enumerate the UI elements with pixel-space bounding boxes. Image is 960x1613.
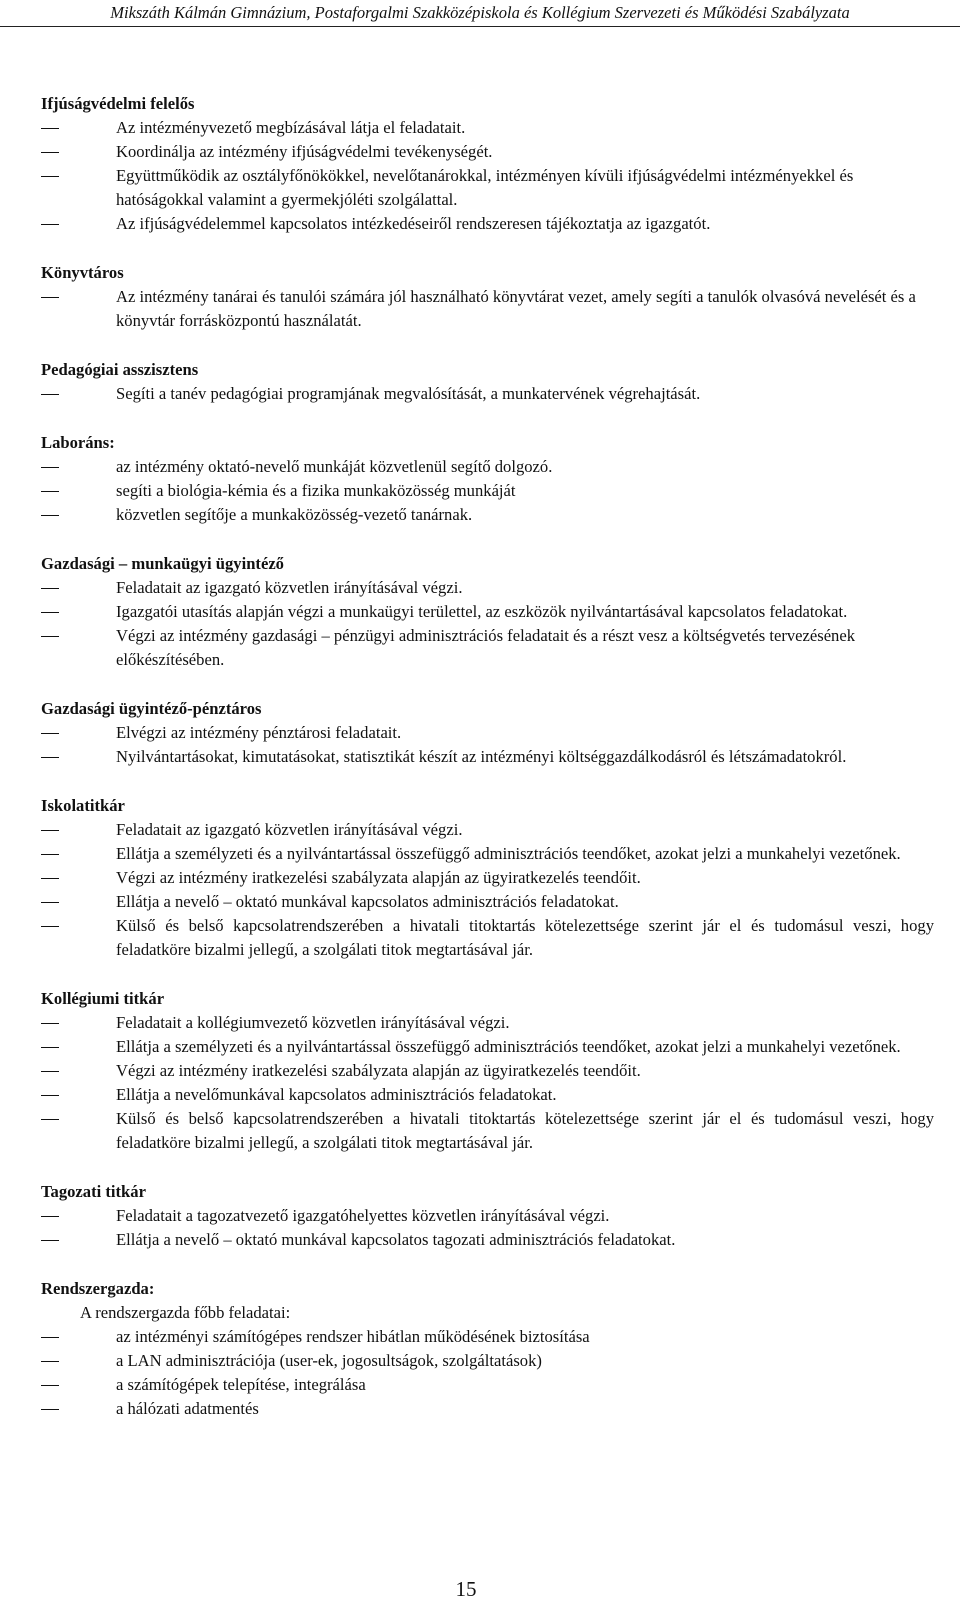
item-list <box>41 455 934 527</box>
list-item: Segíti a tanév pedagógiai programjának megvalósítását, a munkatervének végrehajtását. <box>41 382 934 406</box>
item-list <box>41 382 934 406</box>
section-gazdasagi-munkaugyi-ugyintezo <box>41 552 934 672</box>
list-item: a számítógépek telepítése, integrálása <box>41 1373 934 1397</box>
section-title: Rendszergazda: <box>41 1279 155 1298</box>
page-header <box>0 0 960 24</box>
list-item: Elvégzi az intézmény pénztárosi feladatait. <box>41 721 934 745</box>
section-ifjusagvedelmi-felelos <box>41 92 934 236</box>
item-list <box>41 576 934 672</box>
list-item: Ellátja a személyzeti és a nyilvántartással összefüggő adminisztrációs teendőket, azokat jelzi a munkahelyi vezetőnek. <box>41 1035 934 1059</box>
item-list <box>41 116 934 236</box>
list-item: Együttműködik az osztályfőnökökkel, nevelőtanárokkal, intézményen kívüli ifjúságvédelmi intézményekkel és hatóságokkal valamint a gyermekjóléti szolgálattal. <box>41 164 934 212</box>
section-iskolatitkar <box>41 794 934 962</box>
section-gazdasagi-ugyintezo-penztaros <box>41 697 934 769</box>
section-title-part: Gazdasági <box>41 554 115 573</box>
header-rule <box>0 26 960 27</box>
list-item: Végzi az intézmény gazdasági – pénzügyi adminisztrációs feladatait és a részt vesz a költségvetés tervezésének előkészítésében. <box>41 624 934 672</box>
document-title: Mikszáth Kálmán Gimnázium, Postaforgalmi Szakközépiskola és Kollégium Szervezeti és Működési Szabályzata <box>110 3 850 22</box>
list-item: Az intézményvezető megbízásával látja el feladatait. <box>41 116 934 140</box>
section-konyvtaros <box>41 261 934 333</box>
section-tagozati-titkar <box>41 1180 934 1252</box>
list-item: Ellátja a nevelőmunkával kapcsolatos adminisztrációs feladatokat. <box>41 1083 934 1107</box>
section-title: Pedagógiai asszisztens <box>41 360 199 379</box>
item-list <box>41 1204 934 1252</box>
list-item: Az ifjúságvédelemmel kapcsolatos intézkedéseiről rendszeresen tájékoztatja az igazgatót. <box>41 212 934 236</box>
section-title <box>41 552 934 576</box>
list-item: Feladatait a kollégiumvezető közvetlen irányításával végzi. <box>41 1011 934 1035</box>
section-rendszergazda <box>41 1277 934 1421</box>
section-title: Iskolatitkár <box>41 796 125 815</box>
list-item: az intézményi számítógépes rendszer hibátlan működésének biztosítása <box>41 1325 934 1349</box>
list-item: Az intézmény tanárai és tanulói számára jól használható könyvtárat vezet, amely segíti a tanulók olvasóvá nevelését és a könyvtár forrásközpontú használatát. <box>41 285 934 333</box>
item-list <box>41 1325 934 1421</box>
list-item: közvetlen segítője a munkaközösség-vezető tanárnak. <box>41 503 934 527</box>
section-title: Tagozati titkár <box>41 1182 146 1201</box>
list-item: Külső és belső kapcsolatrendszerében a hivatali titoktartás kötelezettsége szerint jár el és tudomásul veszi, hogy feladatköre bizalmi jellegű, a szolgálati titok megtartásával jár. <box>41 914 934 962</box>
list-item: Ellátja a nevelő – oktató munkával kapcsolatos adminisztrációs feladatokat. <box>41 890 934 914</box>
page-number: 15 <box>455 1577 477 1601</box>
list-item: Végzi az intézmény iratkezelési szabályzata alapján az ügyiratkezelés teendőit. <box>41 1059 934 1083</box>
list-item: Igazgatói utasítás alapján végzi a munkaügyi területtel, az eszközök nyilvántartásával kapcsolatos feladatokat. <box>41 600 934 624</box>
list-item: az intézmény oktató-nevelő munkáját közvetlenül segítő dolgozó. <box>41 455 934 479</box>
list-item: Nyilvántartásokat, kimutatásokat, statisztikát készít az intézményi költséggazdálkodásról és létszámadatokról. <box>41 745 934 769</box>
list-item: segíti a biológia-kémia és a fizika munkaközösség munkáját <box>41 479 934 503</box>
section-title: Laboráns: <box>41 433 115 452</box>
item-list <box>41 285 934 333</box>
document-body <box>41 92 934 1446</box>
section-intro: A rendszergazda főbb feladatai: <box>80 1303 291 1322</box>
list-item: Ellátja a személyzeti és a nyilvántartással összefüggő adminisztrációs teendőket, azokat jelzi a munkahelyi vezetőnek. <box>41 842 934 866</box>
list-item: Külső és belső kapcsolatrendszerében a hivatali titoktartás kötelezettsége szerint jár el és tudomásul veszi, hogy feladatköre bizalmi jellegű, a szolgálati titok megtartásával jár. <box>41 1107 934 1155</box>
list-item: a LAN adminisztrációja (user-ek, jogosultságok, szolgáltatások) <box>41 1349 934 1373</box>
list-item: a hálózati adatmentés <box>41 1397 934 1421</box>
section-title-part: munkaügyi ügyintéző <box>131 554 284 573</box>
section-pedagogiai-asszisztens <box>41 358 934 406</box>
section-title: Ifjúságvédelmi felelős <box>41 94 195 113</box>
section-laborans <box>41 431 934 527</box>
item-list <box>41 818 934 962</box>
item-list <box>41 1011 934 1155</box>
section-title: Gazdasági ügyintéző-pénztáros <box>41 699 262 718</box>
list-item: Koordinálja az intézmény ifjúságvédelmi tevékenységét. <box>41 140 934 164</box>
list-item: Feladatait az igazgató közvetlen irányításával végzi. <box>41 818 934 842</box>
section-title: Kollégiumi titkár <box>41 989 165 1008</box>
list-item: Ellátja a nevelő – oktató munkával kapcsolatos tagozati adminisztrációs feladatokat. <box>41 1228 934 1252</box>
item-list <box>41 721 934 769</box>
section-title: Könyvtáros <box>41 263 124 282</box>
list-item: Feladatait az igazgató közvetlen irányításával végzi. <box>41 576 934 600</box>
list-item: Végzi az intézmény iratkezelési szabályzata alapján az ügyiratkezelés teendőit. <box>41 866 934 890</box>
list-item: Feladatait a tagozatvezető igazgatóhelyettes közvetlen irányításával végzi. <box>41 1204 934 1228</box>
section-title-dash: – <box>118 554 128 573</box>
section-kollegiumi-titkar <box>41 987 934 1155</box>
